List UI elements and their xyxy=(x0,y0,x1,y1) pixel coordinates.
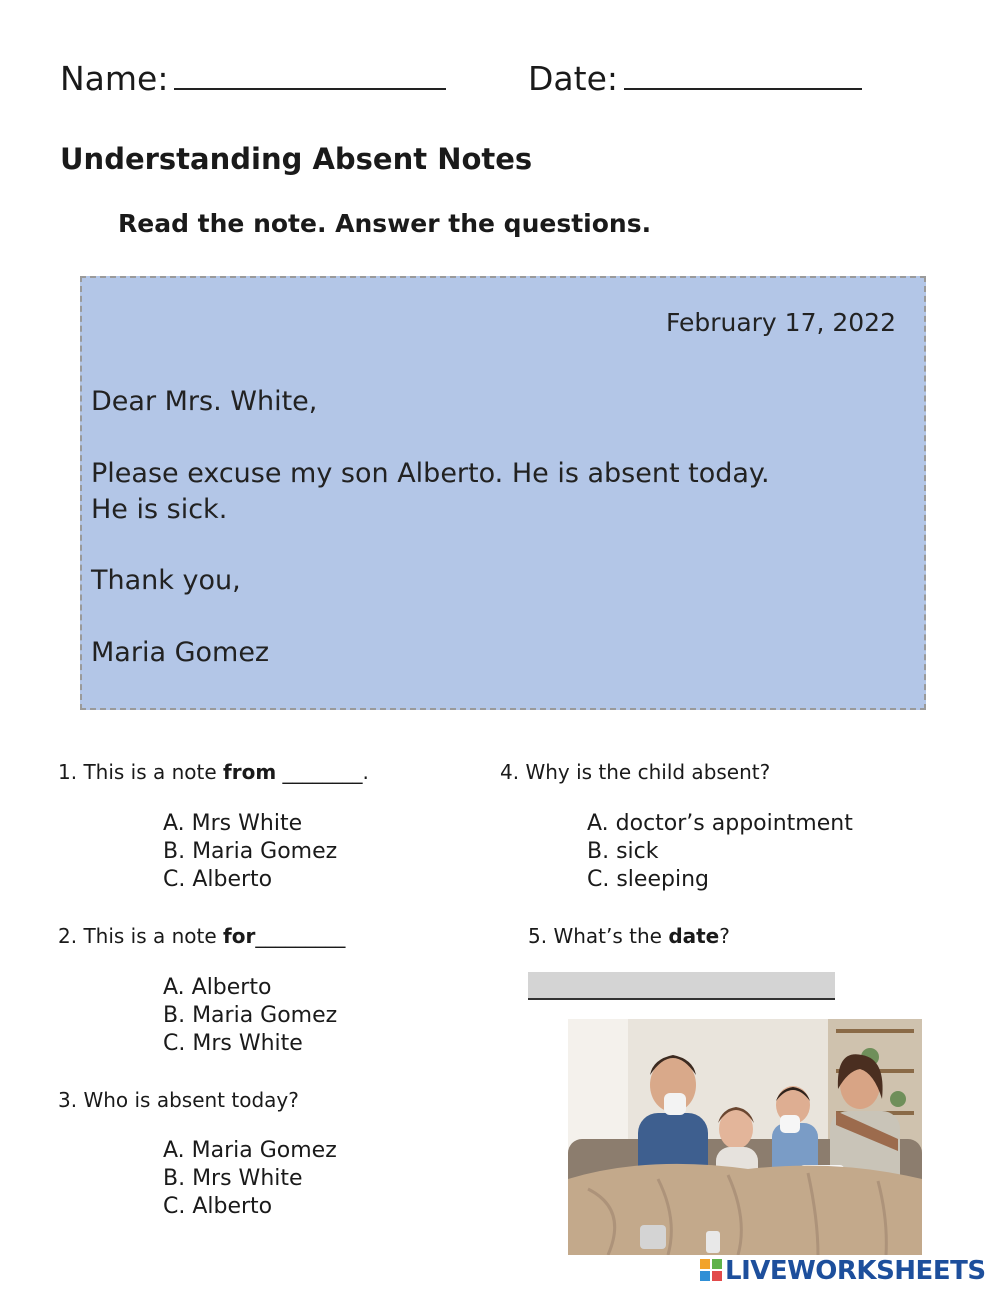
liveworksheets-logo[interactable] xyxy=(700,1256,986,1286)
question-5-bold: date xyxy=(668,924,720,948)
question-4 xyxy=(500,760,770,784)
date-blank[interactable] xyxy=(624,58,862,90)
date-field xyxy=(528,58,862,98)
note-body-line2: He is sick. xyxy=(91,494,228,525)
question-4-options xyxy=(587,810,853,894)
question-3-text: 3. Who is absent today? xyxy=(58,1088,299,1112)
option[interactable]: C. Alberto xyxy=(163,1194,273,1219)
option[interactable]: C. sleeping xyxy=(587,867,709,892)
question-2-options xyxy=(163,974,337,1058)
liveworksheets-logo-icon xyxy=(700,1259,722,1281)
note-body-line1: Please excuse my son Alberto. He is absent today. xyxy=(91,458,770,489)
question-2-blank: _________ xyxy=(255,924,346,948)
name-blank[interactable] xyxy=(174,58,446,90)
question-1-bold: from xyxy=(223,760,277,784)
question-3-options xyxy=(163,1137,337,1221)
option[interactable]: A. Alberto xyxy=(163,975,272,1000)
option[interactable]: A. Maria Gomez xyxy=(163,1138,337,1163)
note-closing: Thank you, xyxy=(91,565,241,596)
question-4-text: 4. Why is the child absent? xyxy=(500,760,771,784)
note-signature: Maria Gomez xyxy=(91,637,270,668)
instructions: Read the note. Answer the questions. xyxy=(118,209,652,238)
liveworksheets-logo-text: LIVEWORKSHEETS xyxy=(725,1256,986,1286)
question-5-text: 5. What’s the xyxy=(528,924,669,948)
absent-note xyxy=(80,276,926,710)
date-label: Date: xyxy=(528,59,618,98)
question-2-text: 2. This is a note xyxy=(58,924,224,948)
option[interactable]: A. doctor’s appointment xyxy=(587,811,853,836)
option[interactable]: B. Mrs White xyxy=(163,1166,303,1191)
note-greeting: Dear Mrs. White, xyxy=(91,386,318,417)
name-field xyxy=(60,58,446,98)
question-1-text: 1. This is a note xyxy=(58,760,224,784)
sick-family-photo xyxy=(568,1019,922,1255)
option[interactable]: C. Alberto xyxy=(163,867,273,892)
question-1-options xyxy=(163,810,337,894)
question-1 xyxy=(58,760,369,784)
option[interactable]: C. Mrs White xyxy=(163,1031,303,1056)
date-answer-input[interactable] xyxy=(528,972,835,1000)
option[interactable]: B. Maria Gomez xyxy=(163,839,338,864)
option[interactable]: B. Maria Gomez xyxy=(163,1003,338,1028)
question-2-bold: for xyxy=(223,924,256,948)
question-3 xyxy=(58,1088,299,1112)
name-label: Name: xyxy=(60,59,169,98)
option[interactable]: B. sick xyxy=(587,839,659,864)
question-2 xyxy=(58,924,345,948)
option[interactable]: A. Mrs White xyxy=(163,811,303,836)
worksheet-title: Understanding Absent Notes xyxy=(60,142,533,176)
question-5 xyxy=(528,924,730,948)
note-date: February 17, 2022 xyxy=(665,308,896,337)
question-1-blank: ________. xyxy=(276,760,369,784)
question-5-suffix: ? xyxy=(719,924,730,948)
